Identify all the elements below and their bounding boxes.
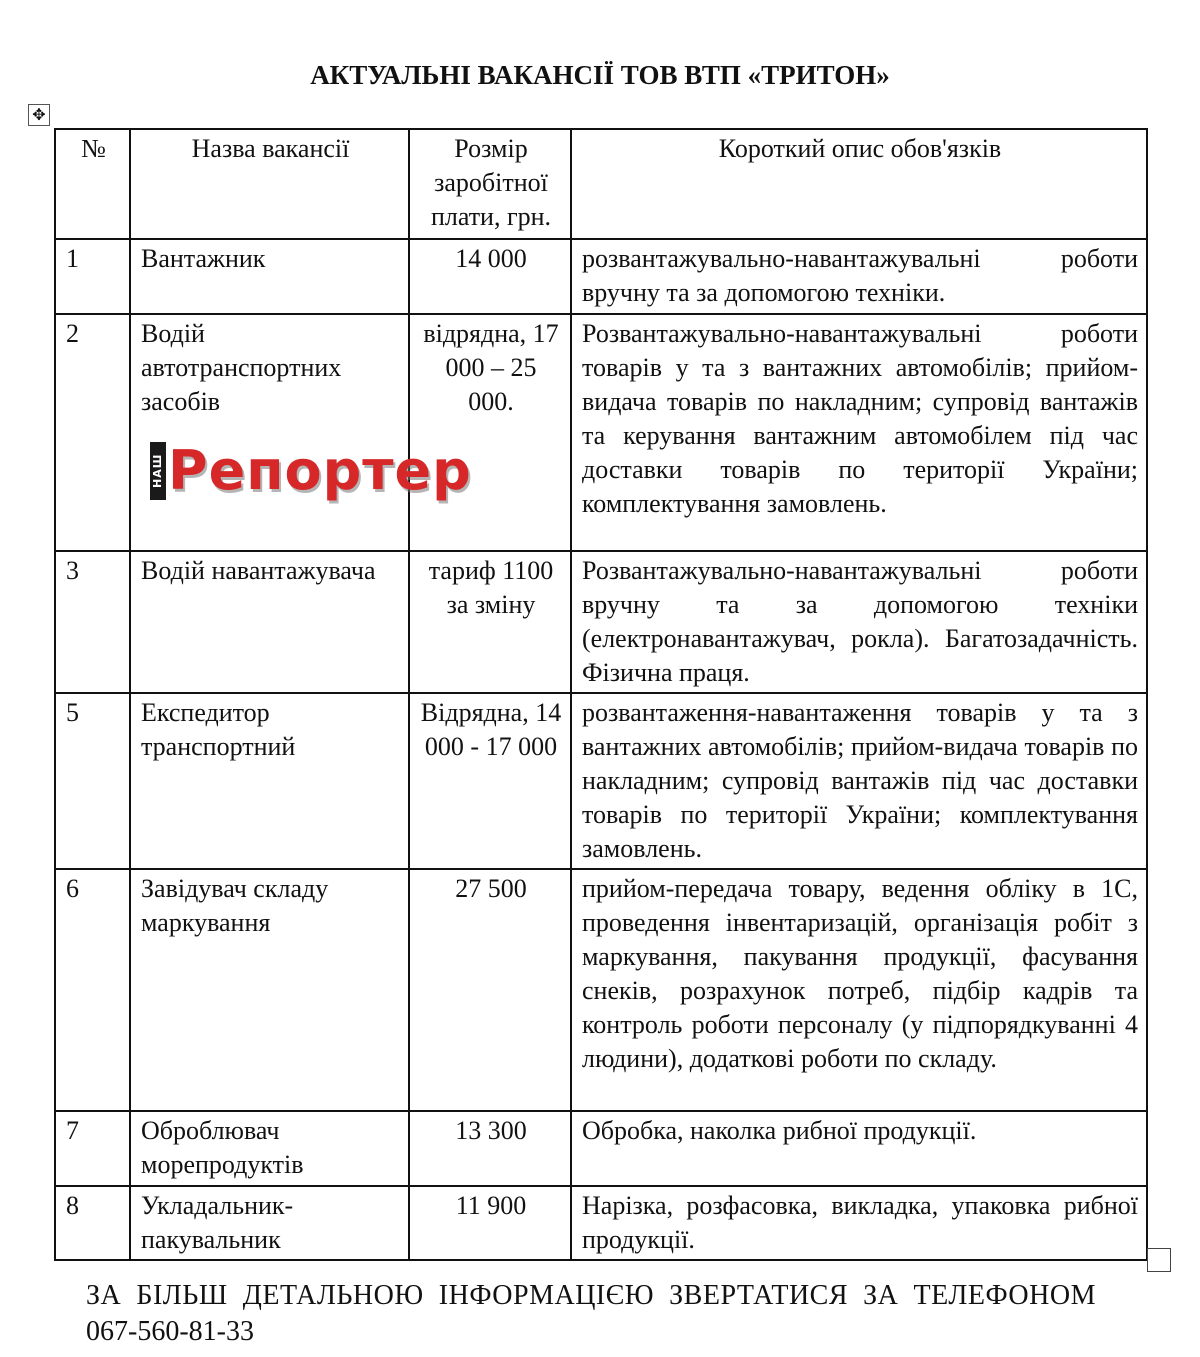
vacancy-salary: відрядна, 17 000 – 25 000. bbox=[409, 314, 571, 551]
vacancy-description: Нарізка, розфасовка, викладка, упаковка рибної продукції. bbox=[571, 1186, 1147, 1260]
vacancy-description: розвантаження-навантаження товарів у та з вантажних автомобілів; прийом-видача товарів по накладним; супровід вантажів під час доставки товарів по території України; комплектування замовлень. bbox=[571, 693, 1147, 869]
row-number: 3 bbox=[55, 551, 130, 693]
vacancy-salary: 14 000 bbox=[409, 239, 571, 314]
vacancy-description: розвантажувально-навантажувальні роботи вручну та за допомогою техніки. bbox=[571, 239, 1147, 314]
table-move-handle-icon[interactable]: ✥ bbox=[28, 104, 50, 126]
table-row bbox=[55, 551, 1147, 693]
vacancies-table bbox=[54, 128, 1148, 1261]
table-row bbox=[55, 314, 1147, 551]
vacancy-salary: 13 300 bbox=[409, 1111, 571, 1186]
vacancy-description: Обробка, наколка рибної продукції. bbox=[571, 1111, 1147, 1186]
row-number: 1 bbox=[55, 239, 130, 314]
vacancy-name: Укладальник-пакувальник bbox=[130, 1186, 409, 1260]
table-row bbox=[55, 1186, 1147, 1260]
header-vacancy-name: Назва вакансії bbox=[130, 129, 409, 239]
vacancy-salary: Відрядна, 14 000 - 17 000 bbox=[409, 693, 571, 869]
header-number: № bbox=[55, 129, 130, 239]
vacancy-name: Завідувач складу маркування bbox=[130, 869, 409, 1111]
table-row bbox=[55, 869, 1147, 1111]
row-number: 6 bbox=[55, 869, 130, 1111]
header-salary: Розмір заробітної плати, грн. bbox=[409, 129, 571, 239]
vacancy-name: Водій навантажувача bbox=[130, 551, 409, 693]
table-header-row bbox=[55, 129, 1147, 239]
vacancy-description: Розвантажувально-навантажувальні роботи вручну та за допомогою техніки (електронавантажувач, рокла). Багатозадачність. Фізична праця. bbox=[571, 551, 1147, 693]
vacancy-salary: 11 900 bbox=[409, 1186, 571, 1260]
vacancy-name: Експедитор транспортний bbox=[130, 693, 409, 869]
document-title: АКТУАЛЬНІ ВАКАНСІЇ ТОВ ВТП «ТРИТОН» bbox=[310, 60, 890, 90]
row-number: 7 bbox=[55, 1111, 130, 1186]
table-row bbox=[55, 693, 1147, 869]
vacancy-salary: тариф 1100 за зміну bbox=[409, 551, 571, 693]
table-row bbox=[55, 239, 1147, 314]
table-row bbox=[55, 1111, 1147, 1186]
row-number: 5 bbox=[55, 693, 130, 869]
contact-footer bbox=[86, 1278, 1096, 1350]
table-resize-icon[interactable] bbox=[1147, 1248, 1171, 1272]
vacancy-name: Водій автотранспортних засобів bbox=[130, 314, 409, 551]
vacancy-salary: 27 500 bbox=[409, 869, 571, 1111]
contact-instruction: ЗА БІЛЬШ ДЕТАЛЬНОЮ ІНФОРМАЦІЄЮ ЗВЕРТАТИСЯ ЗА ТЕЛЕФОНОМ bbox=[86, 1280, 1096, 1311]
row-number: 2 bbox=[55, 314, 130, 551]
header-description: Короткий опис обов'язків bbox=[571, 129, 1147, 239]
contact-phone: 067-560-81-33 bbox=[86, 1316, 254, 1347]
vacancy-name: Оброблювач морепродуктів bbox=[130, 1111, 409, 1186]
logo-main-text: Репортер bbox=[168, 439, 472, 502]
vacancy-description: прийом-передача товару, ведення обліку в 1С, проведення інвентаризацій, організація робіт з маркування, пакування продукції, фасування снеків, розрахунок потреб, підбір кадрів та контроль роботи персоналу (у підпорядкуванні 4 людини), додаткові роботи по складу. bbox=[571, 869, 1147, 1111]
row-number: 8 bbox=[55, 1186, 130, 1260]
logo-side-label: НАШ bbox=[150, 442, 166, 500]
vacancy-name: Вантажник bbox=[130, 239, 409, 314]
vacancy-description: Розвантажувально-навантажувальні роботи товарів у та з вантажних автомобілів; прийом-видача товарів по накладним; супровід вантажів та керування вантажним автомобілем під час доставки товарів по території України; комплектування замовлень. bbox=[571, 314, 1147, 551]
